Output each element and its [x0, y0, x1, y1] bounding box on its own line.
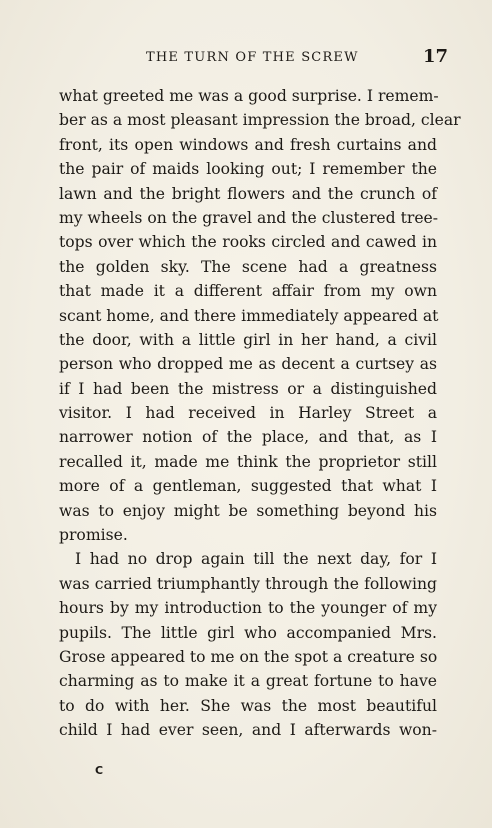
text-line: narrower notion of the place, and that, as I: [59, 428, 437, 447]
paragraph-1: [59, 84, 461, 547]
text-line: my wheels on the gravel and the clustered tree-: [59, 208, 439, 227]
body-text: [59, 84, 461, 743]
text-line: scant home, and there immediately appeared at: [59, 306, 439, 325]
paragraph-2: [59, 547, 437, 742]
text-line: the golden sky. The scene had a greatness: [59, 257, 437, 276]
text-line: the door, with a little girl in her hand, a civil: [59, 330, 437, 349]
text-line: that made it a different affair from my own: [59, 282, 437, 301]
text-line: to do with her. She was the most beautiful: [59, 696, 437, 715]
text-line: if I had been the mistress or a distinguished: [59, 379, 437, 398]
text-line: tops over which the rooks circled and cawed in: [59, 233, 437, 252]
text-line: hours by my introduction to the younger of my: [59, 599, 437, 618]
text-line: promise.: [59, 526, 128, 545]
text-line: lawn and the bright flowers and the crunch of: [59, 184, 437, 203]
text-line: pupils. The little girl who accompanied Mrs.: [59, 623, 437, 642]
text-line: I had no drop again till the next day, for I: [75, 550, 437, 569]
text-line: was to enjoy might be something beyond his: [59, 501, 437, 520]
text-line: ber as a most pleasant impression the broad, clear: [59, 111, 461, 130]
text-line: the pair of maids looking out; I remember the: [59, 160, 437, 179]
running-head: [146, 46, 448, 68]
text-line: person who dropped me as decent a curtsey as: [59, 355, 437, 374]
text-line: child I had ever seen, and I afterwards won-: [59, 721, 437, 740]
text-line: recalled it, made me think the proprietor still: [59, 452, 437, 471]
text-line: visitor. I had received in Harley Street a: [59, 404, 437, 423]
text-line: front, its open windows and fresh curtains and: [59, 135, 437, 154]
running-title: THE TURN OF THE SCREW: [146, 50, 359, 65]
text-line: was carried triumphantly through the following: [59, 574, 437, 593]
signature-mark: C: [95, 764, 104, 777]
text-line: charming as to make it a great fortune to have: [59, 672, 437, 691]
text-line: more of a gentleman, suggested that what I: [59, 477, 437, 496]
text-line: Grose appeared to me on the spot a creature so: [59, 647, 438, 666]
page-number: 17: [422, 46, 448, 67]
text-line: what greeted me was a good surprise. I remem-: [59, 87, 439, 105]
